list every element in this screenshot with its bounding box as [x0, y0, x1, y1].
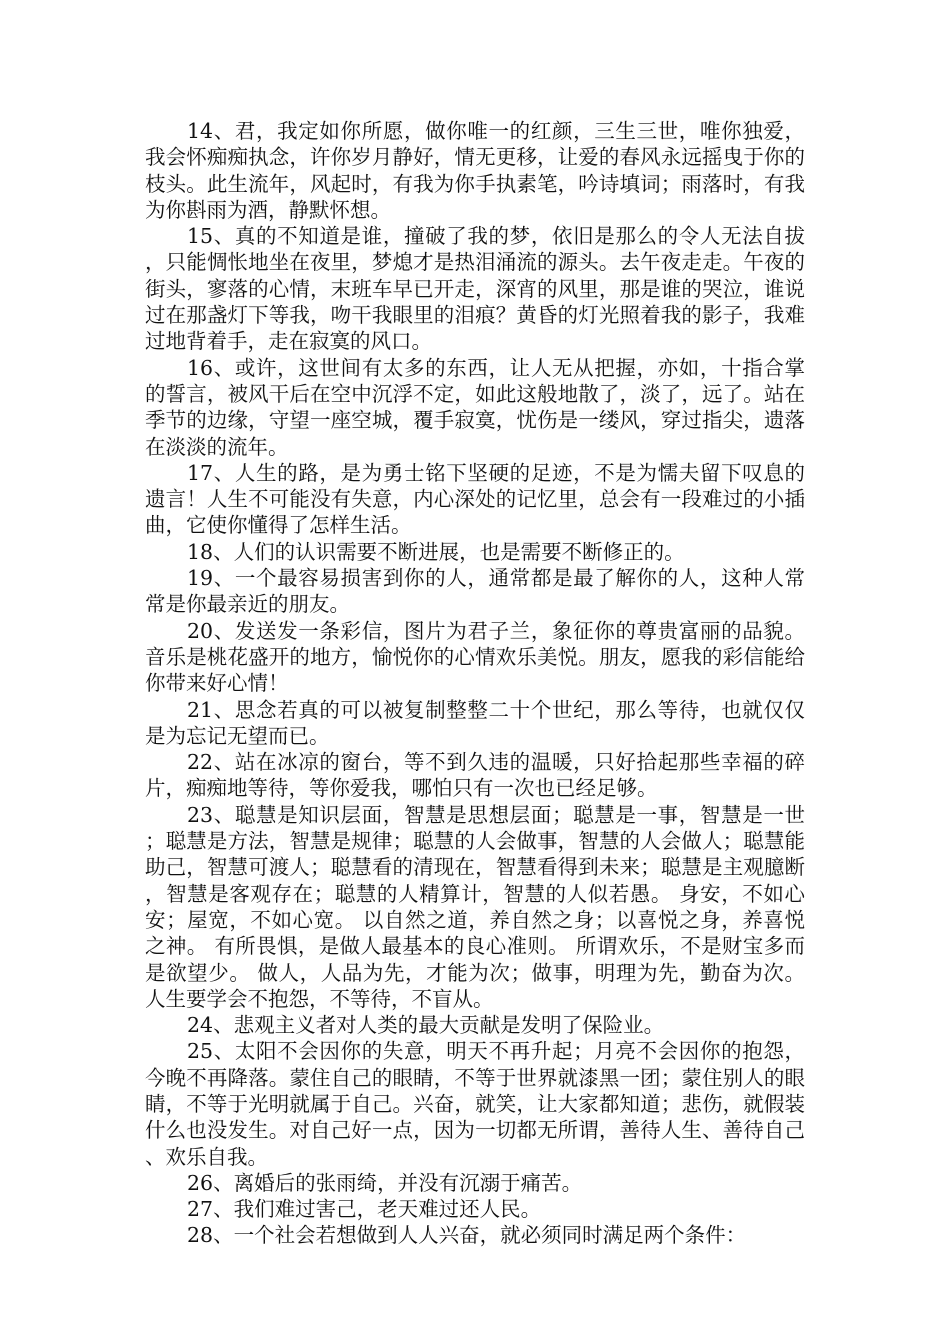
paragraph-20: 20、发送发一条彩信，图片为君子兰，象征你的尊贵富丽的品貌。音乐是桃花盛开的地方，愉悦你的心情欢乐美悦。朋友，愿我的彩信能给你带来好心情！ — [145, 618, 805, 696]
paragraph-14: 14、君，我定如你所愿，做你唯一的红颜，三生三世，唯你独爱，我会怀痴痴执念，许你岁月静好，情无更移，让爱的春风永远摇曳于你的枝头。此生流年，风起时，有我为你手执素笔，吟诗填词；雨落时，有我为你斟雨为酒，静默怀想。 — [145, 119, 805, 222]
paragraph-16: 16、或许，这世间有太多的东西，让人无从把握，亦如，十指合掌的誓言，被风干后在空中沉浮不定，如此这般地散了，淡了，远了。站在季节的边缘，守望一座空城，覆手寂寞，忧伤是一缕风，穿过指尖，遗落在淡淡的流年。 — [145, 355, 805, 459]
paragraph-27: 27、我们难过害己，老天难过还人民。 — [187, 1197, 542, 1222]
paragraph-26: 26、离婚后的张雨绮，并没有沉溺于痛苦。 — [187, 1170, 583, 1195]
paragraph-18: 18、人们的认识需要不断进展，也是需要不断修正的。 — [187, 539, 685, 564]
document-page — [145, 118, 805, 1249]
paragraph-24: 24、悲观主义者对人类的最大贡献是发明了保险业。 — [187, 1013, 665, 1038]
paragraph-21: 21、思念若真的可以被复制整整二十个世纪，那么等待，也就仅仅是为忘记无望而已。 — [145, 697, 805, 748]
paragraph-17: 17、人生的路，是为勇士铭下坚硬的足迹，不是为懦夫留下叹息的遗言！人生不可能没有失意，内心深处的记忆里，总会有一段难过的小插曲，它使你懂得了怎样生活。 — [145, 460, 805, 538]
paragraph-15: 15、真的不知道是谁，撞破了我的梦，依旧是那么的令人无法自拔，只能惆怅地坐在夜里，梦熄才是热泪涌流的源头。去午夜走走。午夜的街头，寥落的心情，末班车早已开走，深宵的风里，那是谁的哭泣，谁说过在那盏灯下等我，吻干我眼里的泪痕？黄昏的灯光照着我的影子，我难过地背着手，走在寂寞的风口。 — [145, 224, 805, 354]
paragraph-25: 25、太阳不会因你的失意，明天不再升起；月亮不会因你的抱怨，今晚不再降落。蒙住自己的眼睛，不等于世界就漆黑一团；蒙住别人的眼睛，不等于光明就属于自己。兴奋，就笑，让大家都知道；悲伤，就假装什么也没发生。对自己好一点，因为一切都无所谓，善待人生、善待自己、欢乐自我。 — [145, 1039, 805, 1169]
paragraph-23: 23、聪慧是知识层面，智慧是思想层面；聪慧是一事，智慧是一世；聪慧是方法，智慧是规律；聪慧的人会做事，智慧的人会做人；聪慧能助己，智慧可渡人；聪慧看的清现在，智慧看得到未来；聪慧是主观臆断，智慧是客观存在；聪慧的人精算计，智慧的人似若愚。 身安，不如心安；屋宽，不如心宽。 以自然之道，养自然之身；以喜悦之身，养喜悦之神。 有所畏惧，是做人最基本的良心准则。 所谓欢乐，不是财宝多而是欲望少。 做人，人品为先，才能为次；做事，明理为先，勤奋为次。 人生要学会不抱怨，不等待，不盲从。 — [145, 802, 805, 1011]
paragraph-19: 19、一个最容易损害到你的人，通常都是最了解你的人，这种人常常是你最亲近的朋友。 — [145, 566, 805, 617]
paragraph-28: 28、一个社会若想做到人人兴奋，就必须同时满足两个条件： — [187, 1223, 747, 1248]
paragraph-22: 22、站在冰凉的窗台，等不到久违的温暖，只好拾起那些幸福的碎片，痴痴地等待，等你爱我，哪怕只有一次也已经足够。 — [145, 750, 805, 801]
